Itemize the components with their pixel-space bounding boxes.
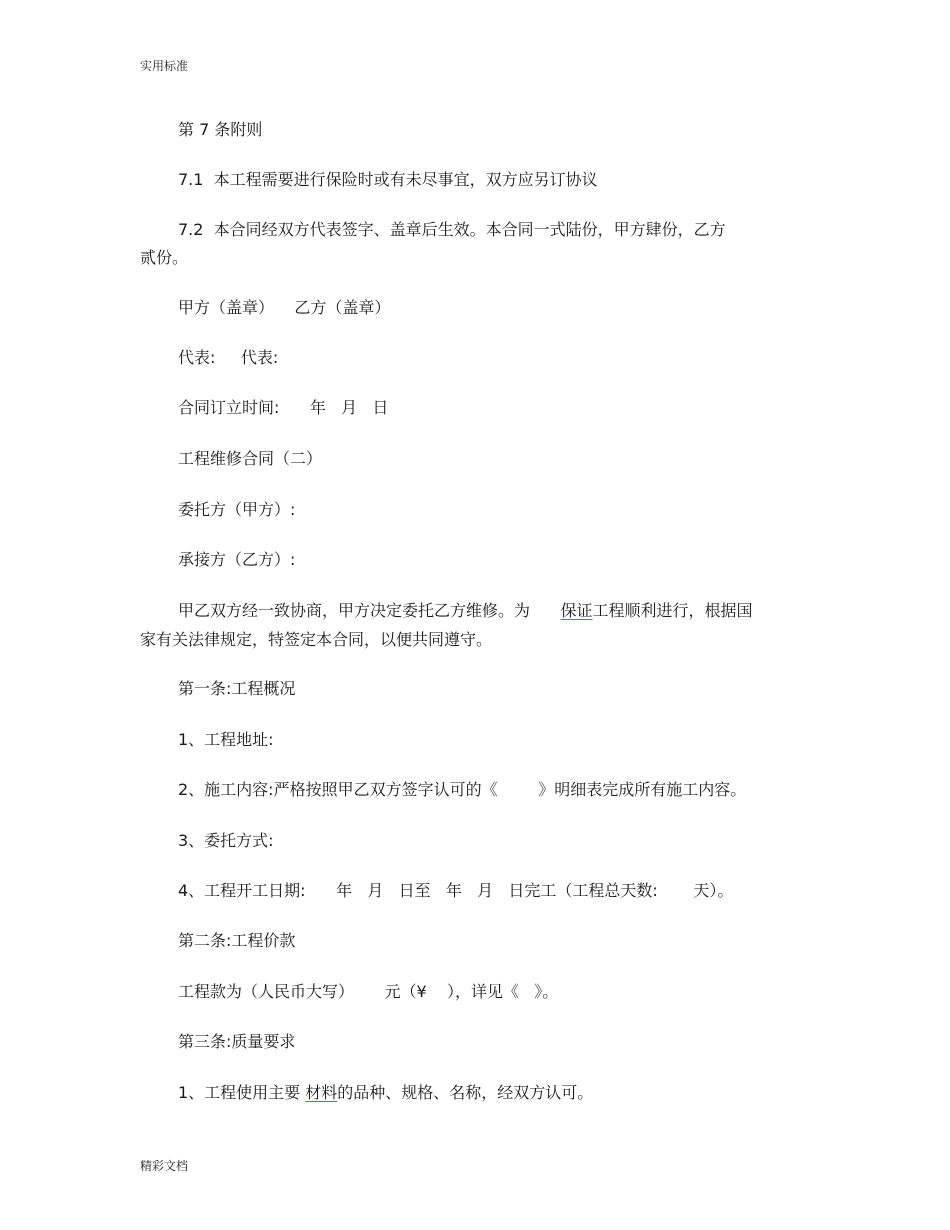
project-price: 工程款为（人民币大写） 元（¥ ），详见《 》。 xyxy=(178,982,559,1001)
clause-7-2-line1: 7.2 本合同经双方代表签字、盖章后生效。本合同一式陆份，甲方肆份，乙方 xyxy=(178,220,726,239)
clause-7-2-line2: 贰份。 xyxy=(140,248,189,267)
materials-text-start: 1、工程使用主要 xyxy=(178,1083,306,1102)
article-2-heading: 第二条:工程价款 xyxy=(178,931,296,950)
clause-7-1: 7.1 本工程需要进行保险时或有未尽事宜，双方应另订协议 xyxy=(178,170,598,189)
project-address: 1、工程地址: xyxy=(178,730,274,749)
contractor-party: 承接方（乙方）: xyxy=(178,550,296,569)
commission-method: 3、委托方式: xyxy=(178,831,274,850)
article-1-heading: 第一条:工程概况 xyxy=(178,679,296,698)
preamble-text-start: 甲乙双方经一致协商，甲方决定委托乙方维修。为 xyxy=(178,601,561,620)
representatives: 代表: 代表: xyxy=(178,348,279,367)
materials-text-end: 的品种、规格、名称，经双方认可。 xyxy=(337,1083,594,1102)
signature-parties: 甲方（盖章） 乙方（盖章） xyxy=(178,298,391,317)
article-7-heading: 第 7 条附则 xyxy=(178,120,263,139)
guarantee-link[interactable]: 保证 xyxy=(560,601,593,620)
construction-content: 2、施工内容:严格按照甲乙双方签字认可的《 》明细表完成所有施工内容。 xyxy=(178,780,747,799)
page-footer-note: 精彩文档 xyxy=(140,1159,189,1173)
materials-clause xyxy=(140,1078,810,1108)
contract-title: 工程维修合同（二） xyxy=(178,449,323,468)
page-header-note: 实用标准 xyxy=(140,59,189,73)
preamble-text-end: 工程顺利进行，根据国 xyxy=(592,601,753,620)
preamble-line2: 家有关法律规定，特签定本合同，以便共同遵守。 xyxy=(140,630,493,649)
contract-date: 合同订立时间: 年 月 日 xyxy=(178,398,389,417)
project-dates: 4、工程开工日期: 年 月 日至 年 月 日完工（工程总天数: 天）。 xyxy=(178,881,734,900)
client-party: 委托方（甲方）: xyxy=(178,500,296,519)
article-3-heading: 第三条:质量要求 xyxy=(178,1032,296,1051)
preamble-line1 xyxy=(140,596,810,626)
materials-link[interactable]: 材料 xyxy=(305,1083,338,1102)
